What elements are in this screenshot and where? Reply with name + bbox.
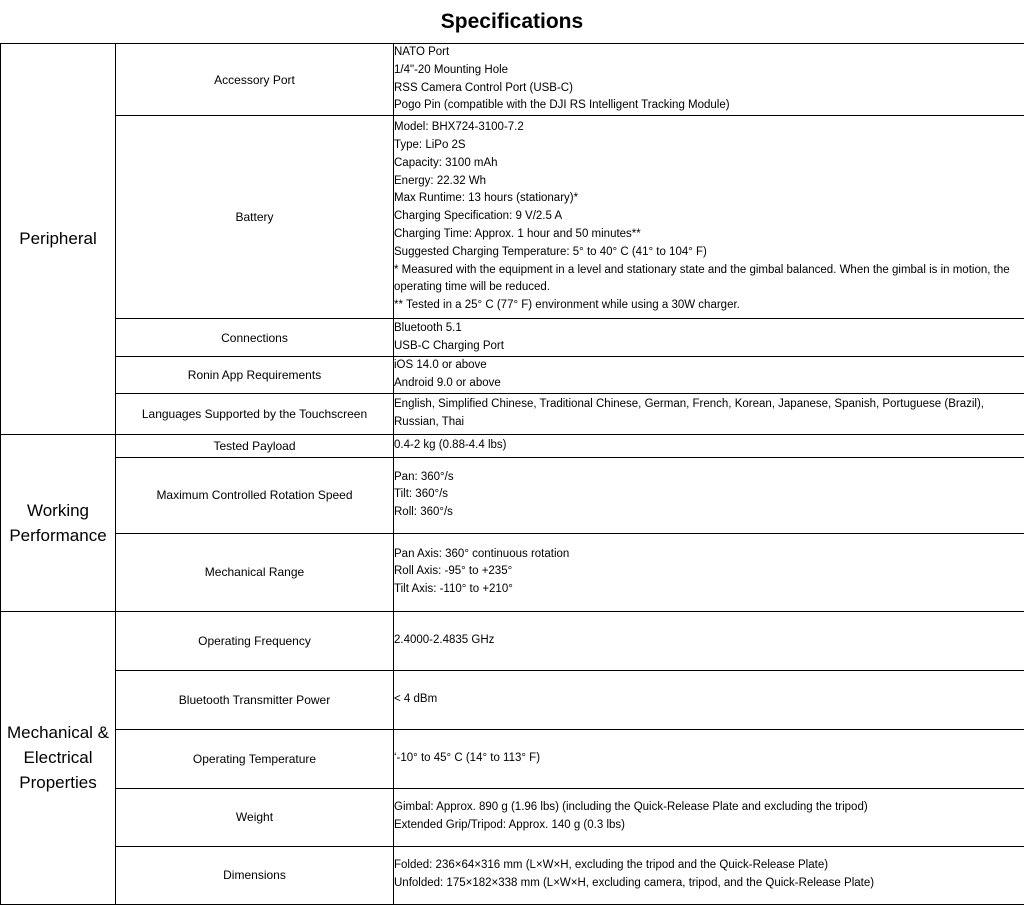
spec-row [1,729,1024,788]
spec-name: Battery [116,116,394,319]
spec-value-line: RSS Camera Control Port (USB-C) [394,80,1024,98]
spec-value [394,457,1024,533]
spec-value-line: Tilt Axis: -110° to +210° [394,581,1024,599]
spec-value-line: NATO Port [394,44,1024,62]
spec-row [1,788,1024,846]
spec-row [1,357,1024,394]
spec-name: Languages Supported by the Touchscreen [116,393,394,434]
spec-name: Tested Payload [116,434,394,457]
category-label: Working [1,498,115,523]
spec-value-line: English, Simplified Chinese, Traditional Chinese, German, French, Korean, Japanese, Spanish, Portuguese (Brazil), Russian, Thai [394,396,1024,432]
spec-name: Bluetooth Transmitter Power [116,670,394,729]
spec-value [394,611,1024,670]
spec-name: Dimensions [116,846,394,904]
spec-row [1,434,1024,457]
spec-row [1,393,1024,434]
spec-value [394,533,1024,611]
spec-name: Connections [116,319,394,357]
category-label: Properties [1,770,115,795]
spec-value [394,846,1024,904]
spec-name: Mechanical Range [116,533,394,611]
spec-row [1,846,1024,904]
spec-name: Maximum Controlled Rotation Speed [116,457,394,533]
spec-row [1,457,1024,533]
spec-value-line: 1/4"-20 Mounting Hole [394,62,1024,80]
spec-value-line: 2.4000-2.4835 GHz [394,632,1024,650]
spec-value-line: * Measured with the equipment in a level and stationary state and the gimbal balanced. When the gimbal is in motion, the operating time will be reduced. [394,262,1024,298]
spec-value-line: Android 9.0 or above [394,375,1024,393]
spec-value-line: Unfolded: 175×182×338 mm (L×W×H, excluding camera, tripod, and the Quick-Release Plate) [394,875,1024,893]
spec-value [394,44,1024,116]
spec-value [394,319,1024,357]
spec-value-line: Charging Time: Approx. 1 hour and 50 minutes** [394,226,1024,244]
category-label: Peripheral [1,226,115,251]
category-cell [1,44,116,435]
category-cell [1,611,116,904]
spec-value [394,788,1024,846]
spec-value-line: Energy: 22.32 Wh [394,173,1024,191]
spec-value-line: Folded: 236×64×316 mm (L×W×H, excluding the tripod and the Quick-Release Plate) [394,857,1024,875]
category-label: Electrical [1,745,115,770]
spec-name: Ronin App Requirements [116,357,394,394]
spec-value-line: Type: LiPo 2S [394,137,1024,155]
spec-value-line: Gimbal: Approx. 890 g (1.96 lbs) (including the Quick-Release Plate and excluding the tripod) [394,799,1024,817]
spec-value-line: Pan: 360°/s [394,469,1024,487]
spec-value-line: 0.4-2 kg (0.88-4.4 lbs) [394,437,1024,455]
spec-value-line: Extended Grip/Tripod: Approx. 140 g (0.3 lbs) [394,817,1024,835]
spec-name: Operating Temperature [116,729,394,788]
specifications-table [0,43,1024,905]
spec-name: Accessory Port [116,44,394,116]
spec-row [1,319,1024,357]
spec-name: Weight [116,788,394,846]
spec-value-line: Capacity: 3100 mAh [394,155,1024,173]
spec-value-line: Charging Specification: 9 V/2.5 A [394,208,1024,226]
spec-value-line: < 4 dBm [394,691,1024,709]
spec-row [1,116,1024,319]
spec-value-line: iOS 14.0 or above [394,357,1024,375]
spec-name: Operating Frequency [116,611,394,670]
spec-value-line: USB-C Charging Port [394,338,1024,356]
spec-value [394,116,1024,319]
spec-row [1,611,1024,670]
spec-value [394,393,1024,434]
specifications-table-body [1,44,1024,905]
spec-value-line: Roll Axis: -95° to +235° [394,563,1024,581]
page-title: Specifications [0,0,1024,44]
category-label: Performance [1,523,115,548]
spec-row [1,533,1024,611]
spec-value-line: Pan Axis: 360° continuous rotation [394,546,1024,564]
spec-value [394,434,1024,457]
spec-value-line: Pogo Pin (compatible with the DJI RS Intelligent Tracking Module) [394,97,1024,115]
spec-value-line: Model: BHX724-3100-7.2 [394,119,1024,137]
spec-row [1,44,1024,116]
category-label: Mechanical & [1,720,115,745]
spec-value [394,357,1024,394]
spec-value-line: Tilt: 360°/s [394,486,1024,504]
spec-value-line: Bluetooth 5.1 [394,320,1024,338]
spec-value-line: ‘-10° to 45° C (14° to 113° F) [394,750,1024,768]
spec-value [394,729,1024,788]
spec-row [1,670,1024,729]
spec-value [394,670,1024,729]
spec-value-line: Max Runtime: 13 hours (stationary)* [394,190,1024,208]
category-cell [1,434,116,611]
spec-value-line: Roll: 360°/s [394,504,1024,522]
spec-value-line: ** Tested in a 25° C (77° F) environment while using a 30W charger. [394,297,1024,315]
spec-value-line: Suggested Charging Temperature: 5° to 40° C (41° to 104° F) [394,244,1024,262]
